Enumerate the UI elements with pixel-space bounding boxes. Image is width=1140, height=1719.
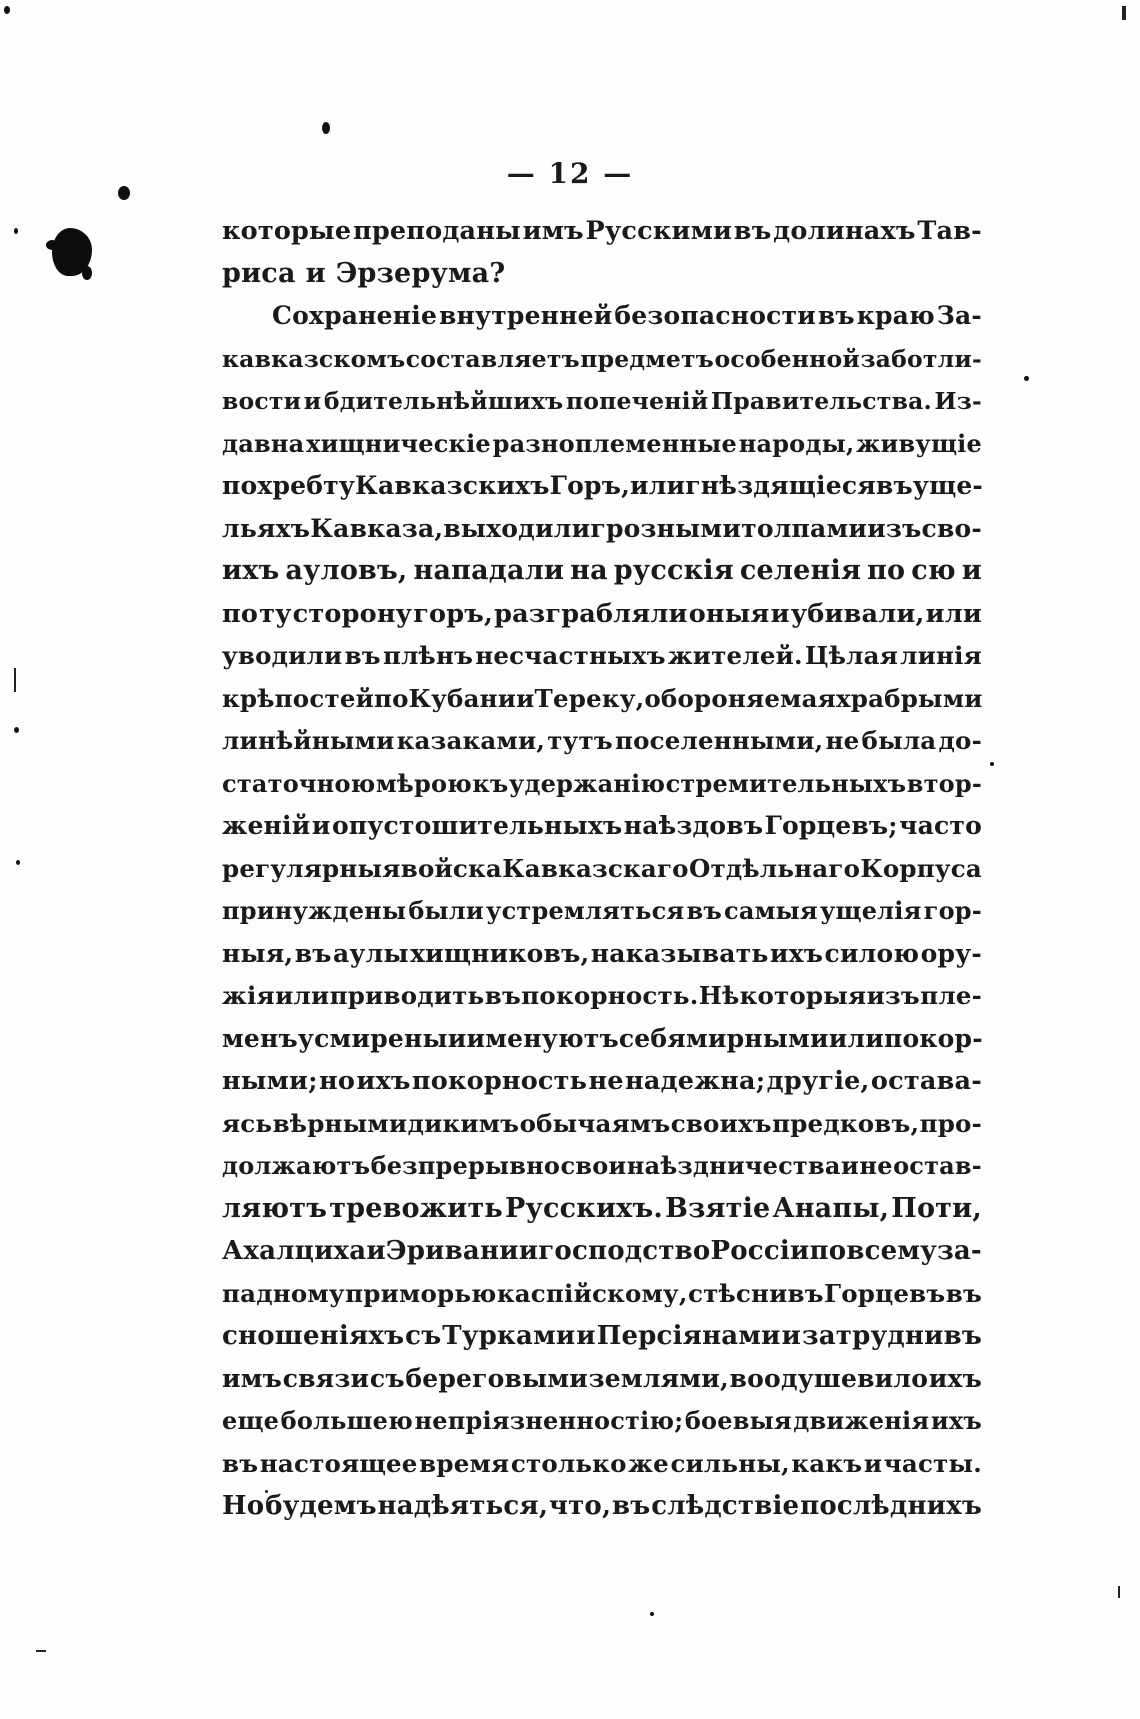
text-line: давна хищническіе разноплеменные народы, живущіе <box>222 428 982 458</box>
text-line: вости и бдительнѣйшихъ попеченій Правительства. Из- <box>222 387 982 415</box>
ink-speck <box>322 122 330 134</box>
ink-speck <box>990 762 994 766</box>
text-line: линѣйными казаками, тутъ поселенными, не была до- <box>222 726 982 755</box>
text-line: ясь вѣрными дикимъ обычаямъ своихъ предковъ, про- <box>222 1108 982 1138</box>
text-line: Ахалциха и Эривани и господство Россіи по всему за- <box>222 1236 982 1266</box>
text-line: должаютъ безпрерывно свои наѣздничества и не остав- <box>222 1151 982 1180</box>
ink-speck <box>16 860 20 865</box>
text-line: ихъ ауловъ, нападали на русскія селенія по сю и <box>222 555 982 586</box>
text-line: крѣпостей по Кубани и Тереку, обороняемая храбрыми <box>222 683 983 713</box>
ink-speck <box>4 6 10 14</box>
ink-speck <box>14 228 18 234</box>
text-line: имъ связи съ береговыми землями, воодушевило ихъ <box>222 1363 982 1393</box>
text-line: уводили въ плѣнъ несчастныхъ жителей. Цѣлая линія <box>222 641 982 670</box>
text-line: кавказскомъ составляетъ предметъ особенной заботли- <box>222 344 982 373</box>
page-number: — 12 — <box>506 157 634 190</box>
text-line: принуждены были устремляться въ самыя ущелія гор- <box>222 896 982 925</box>
text-line: ныя, въ аулы хищниковъ, наказывать ихъ силою ору- <box>222 938 982 968</box>
body-text <box>222 210 982 1528</box>
scan-mark <box>1122 6 1126 20</box>
ink-speck <box>1024 376 1029 381</box>
text-line: ными; но ихъ покорность не надежна; другіе, остава- <box>222 1066 982 1096</box>
text-line: еще большею непріязненностію; боевыя движенія ихъ <box>222 1406 982 1435</box>
text-line: которые преподаны имъ Русскими въ долинахъ Тав- <box>222 216 982 246</box>
text-line: льяхъ Кавказа, выходили грозными толпами изъ сво- <box>222 513 982 543</box>
text-line: Но будемъ надѣяться, что, въ слѣдствіе послѣднихъ <box>222 1491 982 1521</box>
text-line: женій и опустошительныхъ наѣздовъ Горцевъ; часто <box>222 811 982 840</box>
text-line: риса и Эрзерума? <box>222 257 506 289</box>
text-line: жія или приводить въ покорность. Нѣкоторыя изъ пле- <box>222 981 982 1010</box>
text-line: менъ усмирены и именуютъ себя мирными или покор- <box>222 1023 983 1053</box>
text-line: въ настоящее время столько же сильны, какъ и часты. <box>222 1448 982 1478</box>
ink-speck <box>14 727 19 733</box>
text-line: падному приморью каспійскому, стѣснивъ Горцевъ въ <box>222 1278 982 1308</box>
text-line: ляютъ тревожить Русскихъ. Взятіе Анапы, Поти, <box>222 1192 982 1224</box>
text-line: по ту сторону горъ, разграбляли оныя и убивали, или <box>222 598 982 629</box>
text-line: статочною мѣрою къ удержанію стремительныхъ втор- <box>222 768 982 798</box>
scan-mark <box>36 1650 46 1652</box>
scan-mark <box>1118 1586 1120 1598</box>
scan-mark <box>14 668 16 692</box>
text-line: Сохраненіе внутренней безопасности въ краю За- <box>272 301 982 330</box>
text-line: регулярныя войска Кавказскаго Отдѣльнаго Корпуса <box>222 853 982 883</box>
text-line: по хребту Кавказскихъ Горъ, или гнѣздящіеся въ уще- <box>222 471 984 500</box>
text-line: сношеніяхъ съ Турками и Персіянами и затруднивъ <box>222 1321 982 1351</box>
ink-blot <box>52 228 92 276</box>
ink-speck <box>650 1612 654 1616</box>
